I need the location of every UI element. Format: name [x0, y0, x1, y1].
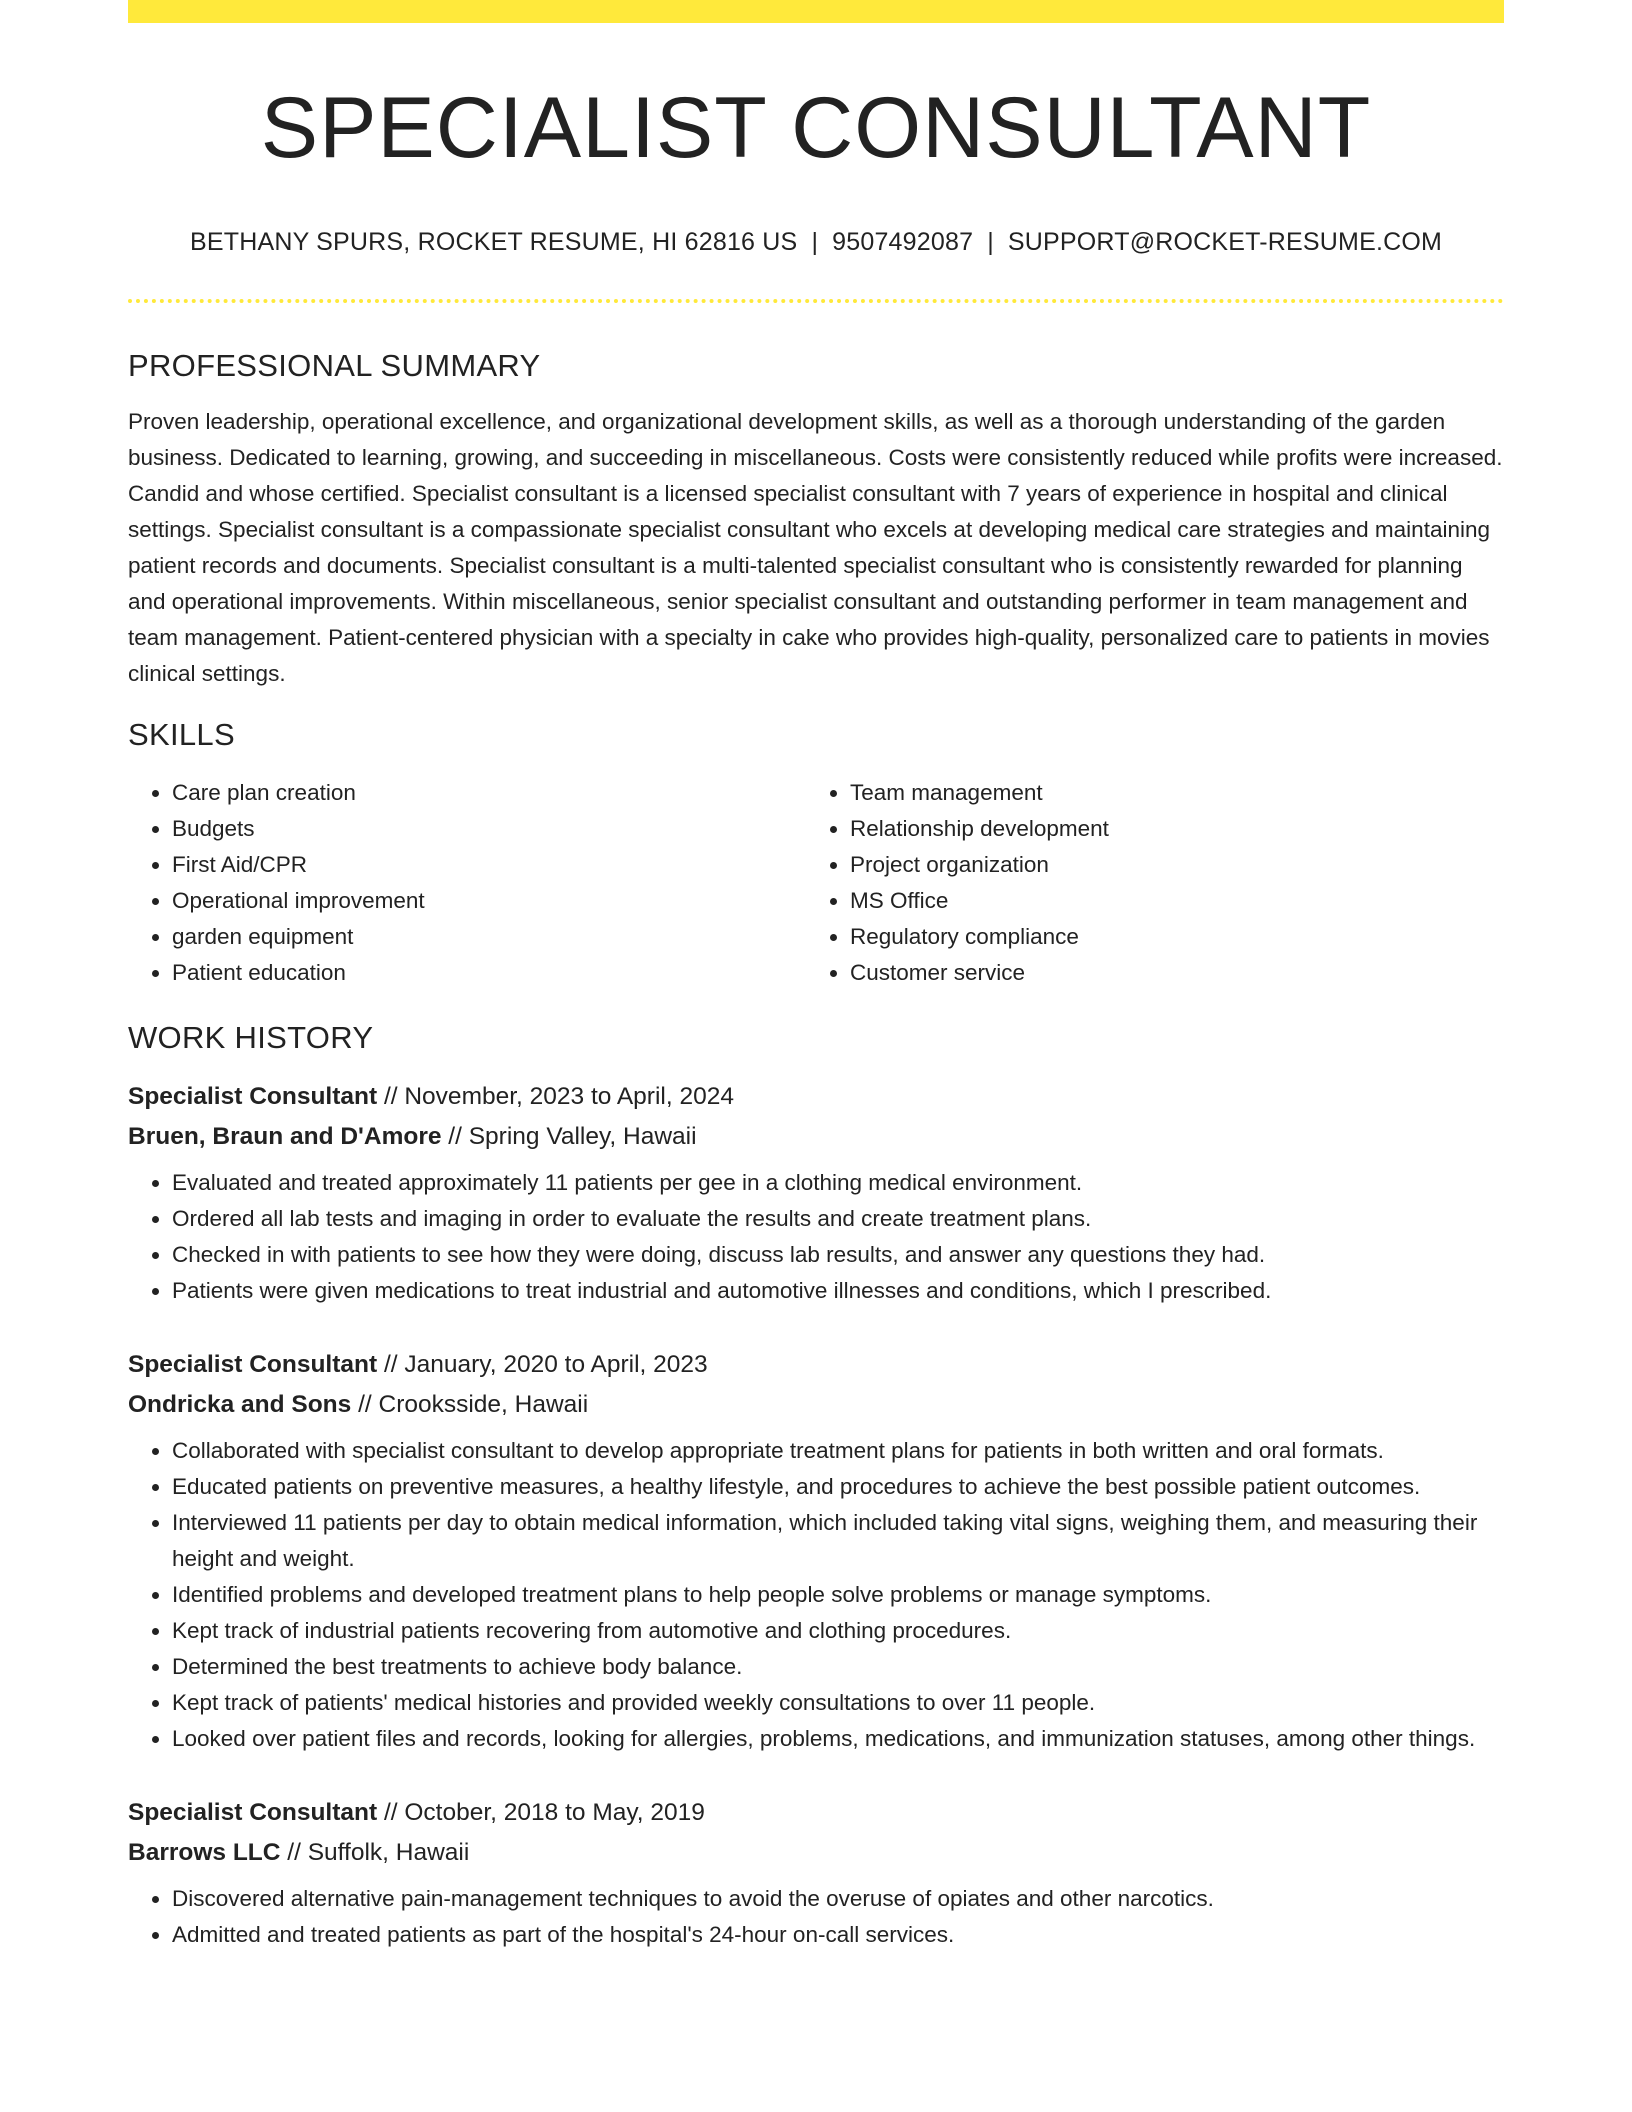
skill-item: • Operational improvement: [172, 883, 806, 919]
job-bullet: • Discovered alternative pain-management techniques to avoid the overuse of opiates and other narcotics.: [172, 1881, 1504, 1917]
skill-item: • Patient education: [172, 955, 806, 991]
skills-column-right: [806, 775, 1484, 991]
skill-item: • Care plan creation: [172, 775, 806, 811]
job-title-line: [128, 1345, 1504, 1385]
contact-separator: |: [987, 228, 994, 256]
job-dates: // January, 2020 to April, 2023: [377, 1350, 708, 1378]
job-bullet: • Evaluated and treated approximately 11 patients per gee in a clothing medical environment.: [172, 1165, 1504, 1201]
skill-item: • Project organization: [850, 847, 1484, 883]
skill-item: • First Aid/CPR: [172, 847, 806, 883]
accent-bar: [128, 0, 1504, 23]
contact-separator: |: [811, 228, 819, 256]
job-entry: [128, 1345, 1504, 1757]
job-company: Ondricka and Sons: [128, 1390, 352, 1418]
job-bullet: • Admitted and treated patients as part of the hospital's 24-hour on-call services.: [172, 1917, 1504, 1953]
job-bullet: • Identified problems and developed treatment plans to help people solve problems or manage symptoms.: [172, 1577, 1504, 1613]
job-location: // Suffolk, Hawaii: [280, 1838, 470, 1866]
page-title: SPECIALIST CONSULTANT: [260, 80, 1372, 176]
summary-text: Proven leadership, operational excellence, and organizational development skills, as well as a thorough understanding of the garden business. Dedicated to learning, growing, and succeeding in miscellaneous. Costs were consistently reduced while profits were increased. Candid and whose certified. Specialist consultant is a licensed specialist consultant with 7 years of experience in hospital and clinical settings. Specialist consultant is a compassionate specialist consultant who excels at developing medical care strategies and maintaining patient records and documents. Specialist consultant is a multi-talented specialist consultant who is consistently rewarded for planning and operational improvements. Within miscellaneous, senior specialist consultant and outstanding performer in team management and team management. Patient-centered physician with a specialty in cake who provides high-quality, personalized care to patients in movies clinical settings.: [128, 409, 1503, 687]
job-bullet: • Looked over patient files and records, looking for allergies, problems, medications, and immunization statuses, among other things.: [172, 1721, 1504, 1757]
contact-phone: 9507492087: [832, 228, 974, 256]
job-bullets: [128, 1433, 1504, 1757]
skill-item: • Relationship development: [850, 811, 1484, 847]
job-bullet: • Patients were given medications to treat industrial and automotive illnesses and conditions, which I prescribed.: [172, 1273, 1504, 1309]
job-dates: // October, 2018 to May, 2019: [377, 1798, 705, 1826]
job-entry: [128, 1077, 1504, 1309]
skill-item: • Budgets: [172, 811, 806, 847]
skill-item: • Customer service: [850, 955, 1484, 991]
job-bullet: • Collaborated with specialist consultant to develop appropriate treatment plans for patients in both written and oral formats.: [172, 1433, 1504, 1469]
job-location: // Spring Valley, Hawaii: [441, 1122, 697, 1150]
job-bullet: • Kept track of industrial patients recovering from automotive and clothing procedures.: [172, 1613, 1504, 1649]
job-company-line: [128, 1833, 1504, 1873]
skills-heading: SKILLS: [128, 717, 235, 753]
job-bullets: [128, 1165, 1504, 1309]
skill-item: • MS Office: [850, 883, 1484, 919]
job-title-line: [128, 1793, 1504, 1833]
job-company-line: [128, 1385, 1504, 1425]
job-role: Specialist Consultant: [128, 1082, 378, 1110]
job-company: Barrows LLC: [128, 1838, 281, 1866]
job-title-line: [128, 1077, 1504, 1117]
job-location: // Crooksside, Hawaii: [351, 1390, 589, 1418]
job-dates: // November, 2023 to April, 2024: [377, 1082, 734, 1110]
job-company: Bruen, Braun and D'Amore: [128, 1122, 442, 1150]
contact-email: SUPPORT@ROCKET-RESUME.COM: [1007, 228, 1443, 256]
job-bullet: • Checked in with patients to see how they were doing, discuss lab results, and answer any questions they had.: [172, 1237, 1504, 1273]
summary-heading: PROFESSIONAL SUMMARY: [128, 348, 541, 383]
skills-column-left: [128, 775, 806, 991]
skills-list: [128, 775, 1504, 991]
job-role: Specialist Consultant: [128, 1798, 378, 1826]
contact-line: [128, 227, 1504, 257]
resume-page: [128, 0, 1504, 1953]
job-bullet: • Kept track of patients' medical histories and provided weekly consultations to over 11 people.: [172, 1685, 1504, 1721]
job-company-line: [128, 1117, 1504, 1157]
skill-item: • Team management: [850, 775, 1484, 811]
contact-address: BETHANY SPURS, ROCKET RESUME, HI 62816 US: [189, 228, 798, 256]
job-entry: [128, 1793, 1504, 1953]
job-bullet: • Ordered all lab tests and imaging in order to evaluate the results and create treatment plans.: [172, 1201, 1504, 1237]
job-bullet: • Educated patients on preventive measures, a healthy lifestyle, and procedures to achieve the best possible patient outcomes.: [172, 1469, 1504, 1505]
skill-item: • garden equipment: [172, 919, 806, 955]
work-history-heading: WORK HISTORY: [128, 1020, 374, 1056]
job-bullet: • Determined the best treatments to achieve body balance.: [172, 1649, 1504, 1685]
job-bullet: • Interviewed 11 patients per day to obtain medical information, which included taking vital signs, weighing them, and measuring their height and weight.: [172, 1505, 1504, 1577]
dotted-divider: [128, 299, 1504, 303]
job-bullets: [128, 1881, 1504, 1953]
skill-item: • Regulatory compliance: [850, 919, 1484, 955]
job-role: Specialist Consultant: [128, 1350, 378, 1378]
